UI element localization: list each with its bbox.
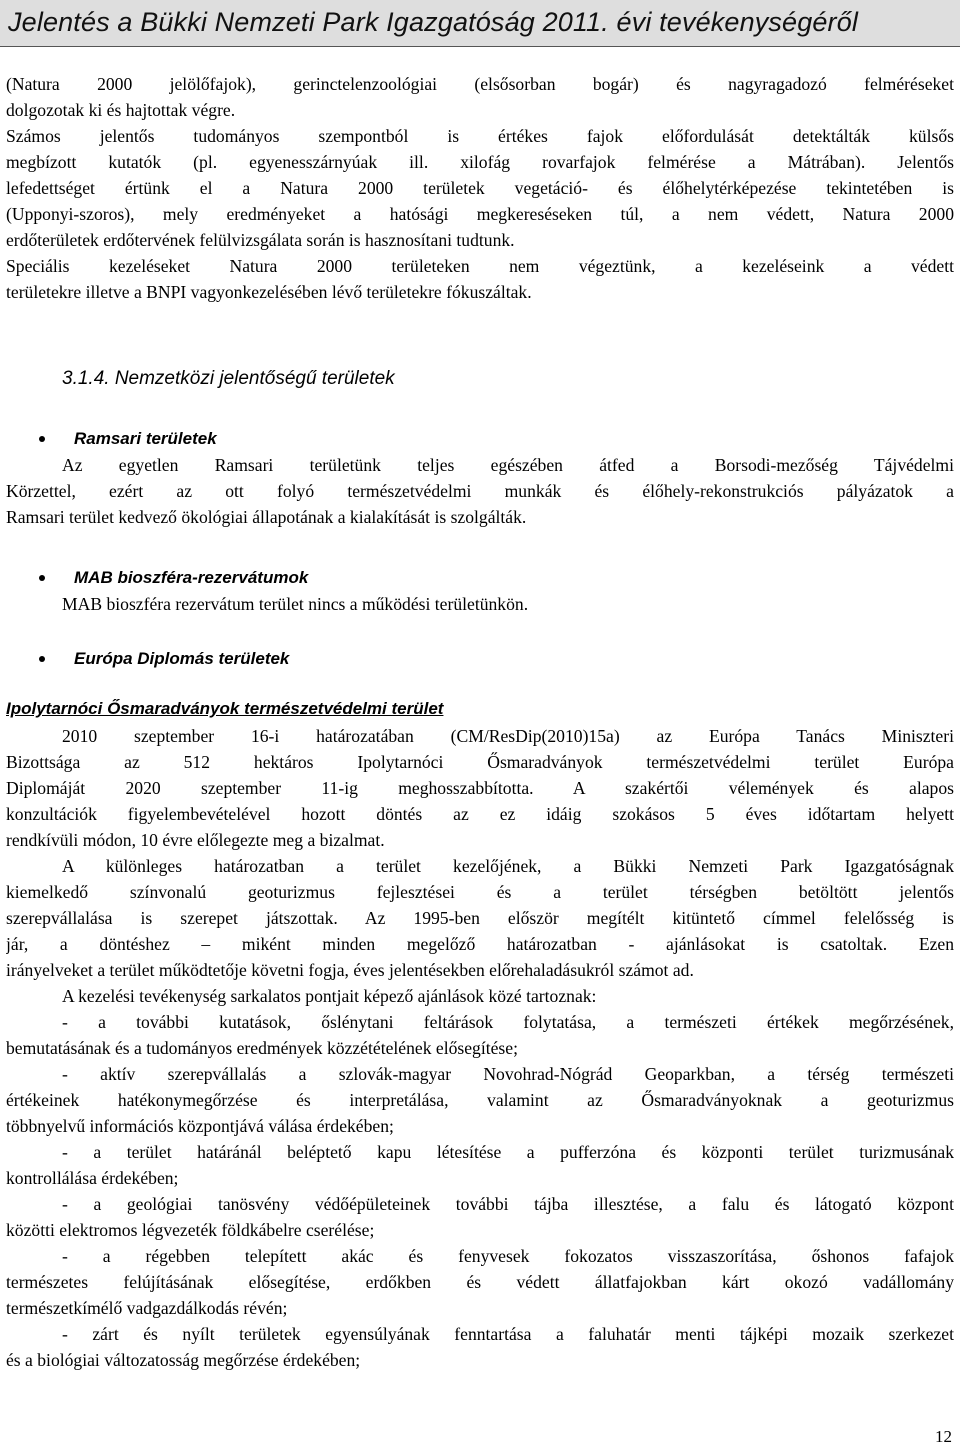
text-line: jár, a döntéshez – miként minden megelőző határozatban - ajánlásokat is csatoltak. Ezen [6, 934, 954, 954]
text-line: (Upponyi-szoros), mely eredményeket a hatósági megkereséseken túl, a nem védett, Natura 2000 [6, 204, 954, 224]
text-line: (Natura 2000 jelölőfajok), gerinctelenzoológiai (elsősorban bogár) és nagyragadozó felméréseket [6, 74, 954, 94]
text-line: kontrollálása érdekében; [6, 1168, 179, 1188]
mab-title: MAB bioszféra-rezervátumok [74, 568, 309, 587]
text-line: megbízott kutatók (pl. egyenesszárnyúak ill. xilofág rovarfajok felmérése a Mátrában). Jelentős [6, 152, 954, 172]
ipolytarnoc-title: Ipolytarnóci Ősmaradványok természetvédelmi terület [6, 699, 444, 718]
text-line: Ramsari terület kedvező ökológiai állapotának a kialakítását is szolgálták. [6, 507, 527, 527]
text-line: bemutatásának és a tudományos eredmények közzétételének elősegítése; [6, 1038, 518, 1058]
text-line: lefedettséget értünk el a Natura 2000 területek vegetáció- és élőhelytérképezése tekintetében is [6, 178, 954, 198]
text-line: MAB bioszféra rezervátum terület nincs a működési területünkön. [62, 594, 529, 614]
text-line: közötti elektromos légvezeték földkábelre cserélése; [6, 1220, 375, 1240]
text-line: kiemelkedő színvonalú geoturizmus fejlesztései és a terület térségben betöltött jelentős [6, 882, 954, 902]
text-line: - a terület határánál beléptető kapu létesítése a pufferzóna és központi terület turizmusának [62, 1142, 954, 1162]
text-line: természetkímélő vadgazdálkodás révén; [6, 1298, 288, 1318]
text-line: Körzettel, ezért az ott folyó természetvédelmi munkák és élőhely-rekonstrukciós pályázatok a [6, 481, 954, 501]
text-line: és a biológiai változatosság megőrzése érdekében; [6, 1350, 361, 1370]
text-line: Számos jelentős tudományos szempontból is értékes fajok előfordulását detektálták külsős [6, 126, 954, 146]
europe-title: Európa Diplomás területek [74, 649, 290, 668]
text-line: konzultációk figyelembevételével hozott döntés az ez idáig szokásos 5 éves időtartam helyett [6, 804, 954, 824]
text-line: irányelveket a terület működtetője követni fogja, éves jelentésekben előrehaladásukról számot ad. [6, 960, 694, 980]
page-number: 12 [935, 1427, 952, 1446]
text-line: dolgozotak ki és hajtottak végre. [6, 100, 236, 120]
text-line: - aktív szerepvállalás a szlovák-magyar Novohrad-Nógrád Geoparkban, a térség természeti [62, 1064, 954, 1084]
text-line: - a régebben telepített akác és fenyvesek fokozatos visszaszorítása, őshonos fafajok [62, 1246, 954, 1266]
ramsar-title: Ramsari területek [74, 429, 217, 448]
bullet-icon [39, 575, 45, 581]
bullet-icon [39, 656, 45, 662]
bullet-icon [39, 436, 45, 442]
text-line: erdőterületek erdőtervének felülvizsgálata során is hasznosítani tudtunk. [6, 230, 515, 250]
text-line: szerepvállalása is szerepet játszottak. Az 1995-ben először megítélt kitüntető címmel felelősség is [6, 908, 954, 928]
text-line: területekre illetve a BNPI vagyonkezelésében lévő területekre fókuszáltak. [6, 282, 532, 302]
text-line: 2010 szeptember 16-i határozatában (CM/ResDip(2010)15a) az Európa Tanács Miniszteri [62, 726, 954, 746]
text-line: többnyelvű információs központjává válása érdekében; [6, 1116, 394, 1136]
text-line: - a további kutatások, őslénytani feltárások folytatása, a természeti értékek megőrzésének, [62, 1012, 954, 1032]
text-line: Bizottsága az 512 hektáros Ipolytarnóci Ősmaradványok természetvédelmi terület Európa [6, 752, 954, 772]
text-line: - a geológiai tanösvény védőépületeinek további tájba illesztése, a falu és látogató központ [62, 1194, 954, 1214]
text-line: értékeinek hatékonymegőrzése és interpretálása, valamint az Ősmaradványoknak a geoturizmus [6, 1090, 954, 1110]
text-line: Diplomáját 2020 szeptember 11-ig meghosszabbította. A szakértői vélemények és alapos [6, 778, 954, 798]
text-line: A különleges határozatban a terület kezelőjének, a Bükki Nemzeti Park Igazgatóságnak [62, 856, 954, 876]
text-line: A kezelési tevékenység sarkalatos pontjait képező ajánlások közé tartoznak: [62, 986, 597, 1006]
header-title: Jelentés a Bükki Nemzeti Park Igazgatóság 2011. évi tevékenységéről [8, 7, 859, 37]
text-line: rendkívüli módon, 10 évre előlegezte meg a bizalmat. [6, 830, 385, 850]
text-line: Speciális kezeléseket Natura 2000 területeken nem végeztünk, a kezeléseink a védett [6, 256, 954, 276]
text-line: Az egyetlen Ramsari területünk teljes egészében átfed a Borsodi-mezőség Tájvédelmi [62, 455, 954, 475]
text-line: - zárt és nyílt területek egyensúlyának fenntartása a faluhatár menti tájképi mozaik szerkezet [62, 1324, 954, 1344]
text-line: természetes felújításának elősegítése, erdőkben és védett állatfajokban kárt okozó vadállomány [6, 1272, 954, 1292]
section-heading: 3.1.4. Nemzetközi jelentőségű területek [62, 368, 395, 389]
